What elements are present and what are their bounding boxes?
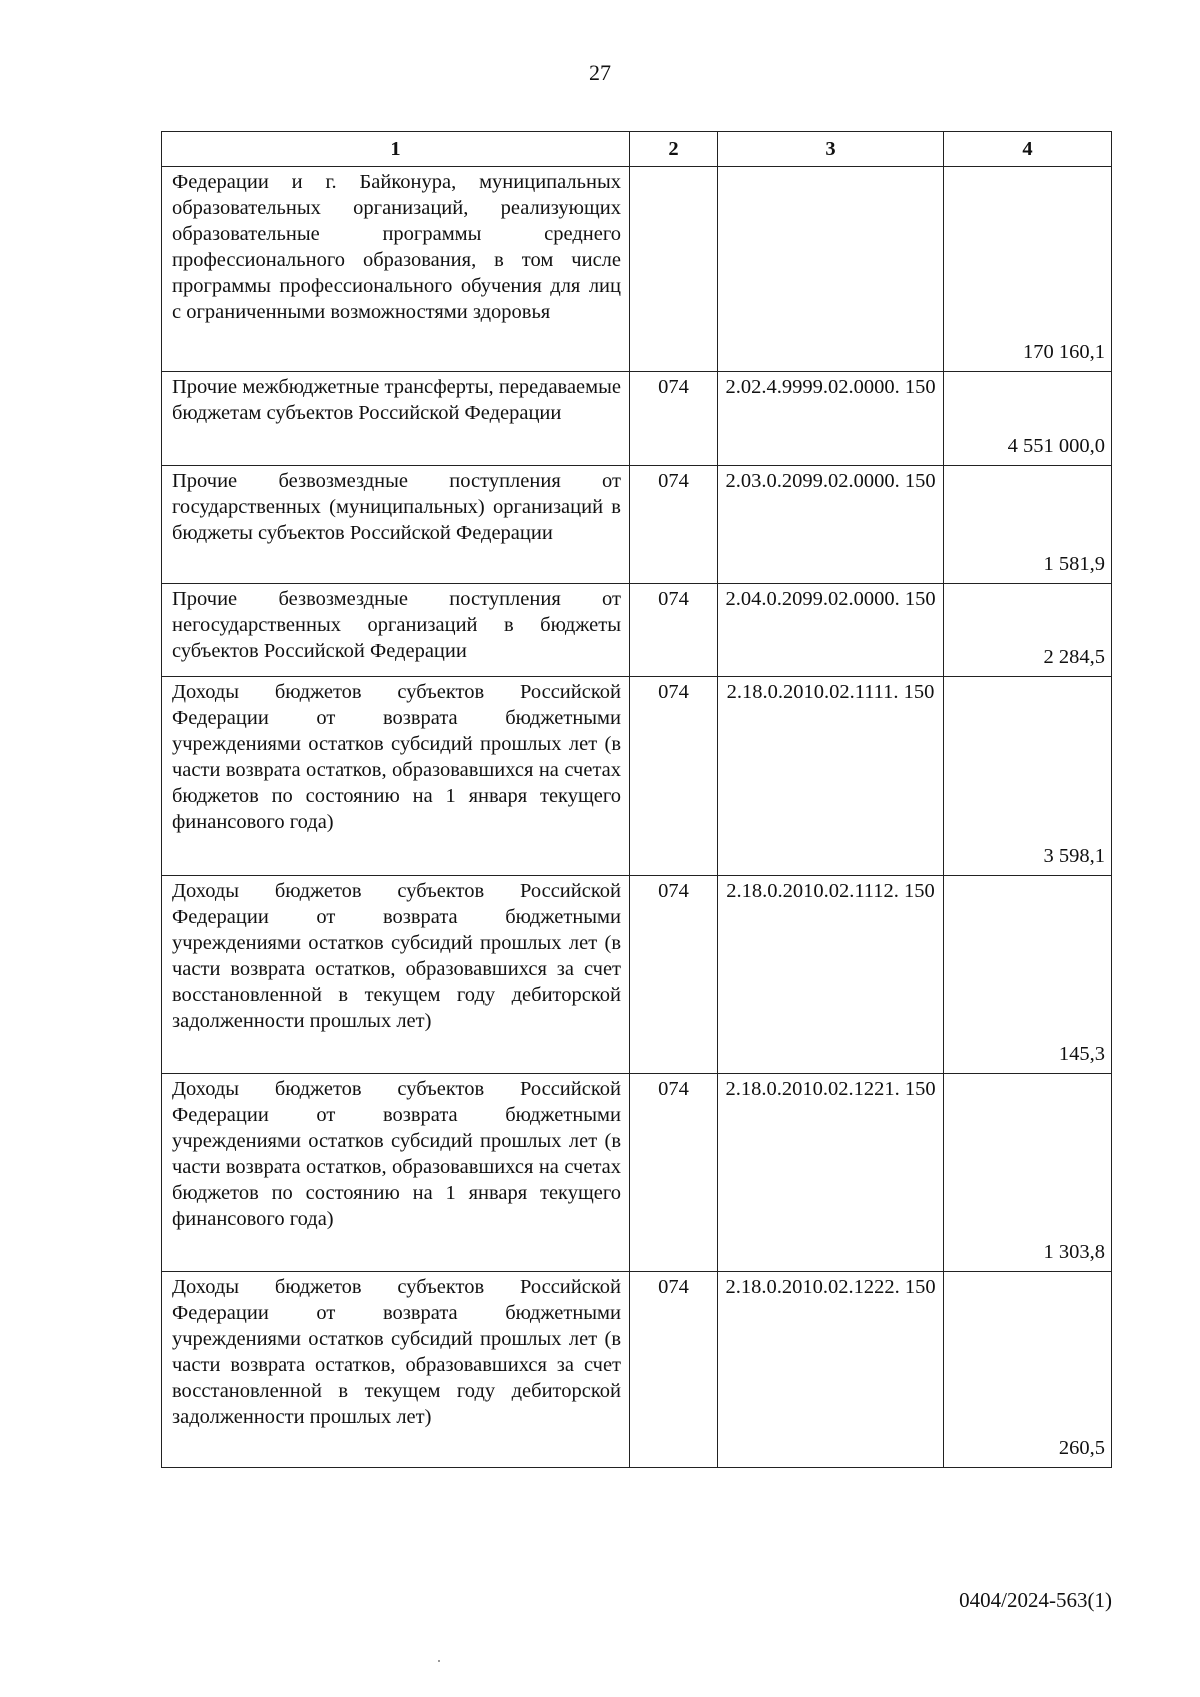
row-classification-code: 2.04.0.2099.02.0000. 150 [718, 584, 944, 677]
table-row [162, 1272, 1112, 1468]
row-admin-code: 074 [630, 466, 718, 584]
table-row [162, 466, 1112, 584]
row-description: Доходы бюджетов субъектов Российской Федерации от возврата бюджетными учреждениями остатков субсидий прошлых лет (в части возврата остатков, образовавшихся на счетах бюджетов по состоянию на 1 января текущего финансового года) [162, 1074, 630, 1272]
row-description: Доходы бюджетов субъектов Российской Федерации от возврата бюджетными учреждениями остатков субсидий прошлых лет (в части возврата остатков, образовавшихся на счетах бюджетов по состоянию на 1 января текущего финансового года) [162, 677, 630, 876]
row-classification-code: 2.18.0.2010.02.1221. 150 [718, 1074, 944, 1272]
table-row [162, 1074, 1112, 1272]
row-amount: 260,5 [944, 1272, 1112, 1468]
row-description: Прочие межбюджетные трансферты, передаваемые бюджетам субъектов Российской Федерации [162, 372, 630, 466]
row-classification-code: 2.18.0.2010.02.1111. 150 [718, 677, 944, 876]
row-classification-code: 2.18.0.2010.02.1112. 150 [718, 876, 944, 1074]
header-col-1: 1 [162, 132, 630, 167]
row-classification-code [718, 167, 944, 372]
document-id: 0404/2024-563(1) [959, 1588, 1112, 1612]
row-amount: 2 284,5 [944, 584, 1112, 677]
budget-revenue-table [161, 131, 1112, 1468]
table-row [162, 584, 1112, 677]
row-amount: 170 160,1 [944, 167, 1112, 372]
table-row [162, 876, 1112, 1074]
row-classification-code: 2.18.0.2010.02.1222. 150 [718, 1272, 944, 1468]
scan-speck [438, 1660, 440, 1662]
row-description: Федерации и г. Байконура, муниципальных образовательных организаций, реализующих образовательные программы среднего профессионального образования, в том числе программы профессионального обучения для лиц с ограниченными возможностями здоровья [162, 167, 630, 372]
table-header-row [162, 132, 1112, 167]
header-col-3: 3 [718, 132, 944, 167]
page-number: 27 [589, 60, 611, 85]
row-admin-code: 074 [630, 372, 718, 466]
row-amount: 3 598,1 [944, 677, 1112, 876]
table-row [162, 372, 1112, 466]
row-classification-code: 2.02.4.9999.02.0000. 150 [718, 372, 944, 466]
row-admin-code: 074 [630, 1272, 718, 1468]
row-description: Прочие безвозмездные поступления от негосударственных организаций в бюджеты субъектов Российской Федерации [162, 584, 630, 677]
row-description: Доходы бюджетов субъектов Российской Федерации от возврата бюджетными учреждениями остатков субсидий прошлых лет (в части возврата остатков, образовавшихся за счет восстановленной в текущем году дебиторской задолженности прошлых лет) [162, 876, 630, 1074]
header-col-2: 2 [630, 132, 718, 167]
row-admin-code: 074 [630, 677, 718, 876]
table-row [162, 677, 1112, 876]
row-classification-code: 2.03.0.2099.02.0000. 150 [718, 466, 944, 584]
row-amount: 1 581,9 [944, 466, 1112, 584]
row-admin-code [630, 167, 718, 372]
header-col-4: 4 [944, 132, 1112, 167]
row-admin-code: 074 [630, 584, 718, 677]
table-row [162, 167, 1112, 372]
row-description: Доходы бюджетов субъектов Российской Федерации от возврата бюджетными учреждениями остатков субсидий прошлых лет (в части возврата остатков, образовавшихся за счет восстановленной в текущем году дебиторской задолженности прошлых лет) [162, 1272, 630, 1468]
row-amount: 1 303,8 [944, 1074, 1112, 1272]
row-description: Прочие безвозмездные поступления от государственных (муниципальных) организаций в бюджеты субъектов Российской Федерации [162, 466, 630, 584]
row-amount: 145,3 [944, 876, 1112, 1074]
row-admin-code: 074 [630, 876, 718, 1074]
row-amount: 4 551 000,0 [944, 372, 1112, 466]
row-admin-code: 074 [630, 1074, 718, 1272]
